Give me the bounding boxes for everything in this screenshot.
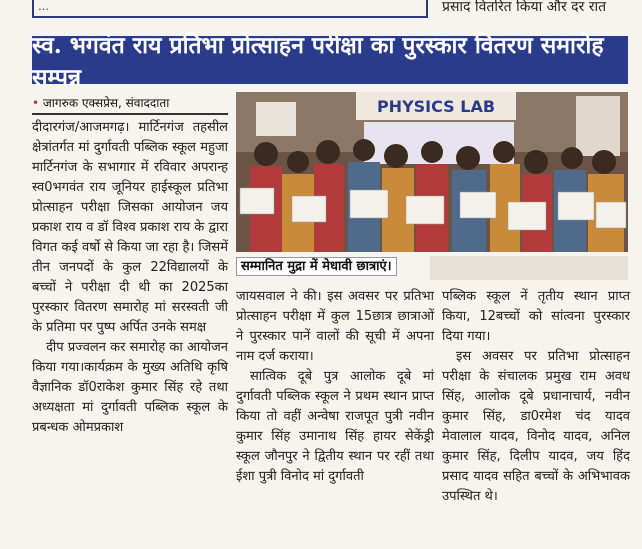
previous-article-tail: प्रसाद वितरित किया और दर रात — [442, 0, 607, 15]
photo-caption-text: सम्मानित मुद्रा में मेधावी छात्राएं। — [236, 257, 397, 276]
column-3 — [442, 287, 630, 507]
byline-text: जागरुक एक्सप्रेस, संवाददाता — [42, 96, 170, 110]
previous-article-box — [32, 0, 428, 18]
headline: स्व. भगवंत राय प्रतिभा प्रोत्साहन परीक्षा का पुरस्कार वितरण समारोह सम्पन्न — [32, 36, 628, 84]
previous-article-text: … — [38, 0, 49, 13]
photo-banner-text: PHYSICS LAB — [376, 97, 496, 116]
byline-bullet: • — [32, 96, 40, 110]
column-2 — [236, 287, 434, 487]
col3-para-1: पब्लिक स्कूल नें तृतीय स्थान प्राप्त किया, 12बच्चों को सांत्वना पुरस्कार दिया गया। — [442, 289, 630, 344]
col3-para-2: इस अवसर पर प्रतिभा प्रोत्साहन परीक्षा के संचालक प्रमुख राम अवध सिंह, आलोक दूबे प्रधानाचार्य, नवीन कुमार सिंह, डा0रमेश चंद यादव मेवालाल यादव, विनोद यादव, अनिल कुमार सिंह, दिलीप यादव, जय हिंद प्रसाद यादव सहित बच्चों के अभिभावक उपस्थित थे। — [442, 349, 630, 504]
photo-illustration — [236, 92, 628, 252]
col2-para-1: जायसवाल ने की। इस अवसर पर प्रतिभा प्रोत्साहन परीक्षा में कुल 15छात्र छात्राओं ने पुरस्कार पानें वालों की सूची में अपना नाम दर्ज कराया। — [236, 289, 434, 364]
byline-rule — [32, 113, 228, 115]
photo-caption — [236, 256, 628, 282]
column-1 — [32, 118, 228, 438]
col1-para-1: दीदारगंज/आजमगढ़। मार्टिनगंज तहसील क्षेत्रांतर्गत मां दुर्गावती पब्लिक स्कूल महुजा मार्टिनगंज के सभागार में रविवार अपरान्ह स्व0भगवंत राय जूनियर हाईस्कूल प्रतिभा प्रोत्साहन परीक्षा जिसका आयोजन जय प्रकाश राय व डॉ विश्व प्रकाश राय के द्वारा विगत कई वर्षो से किया जा रहा है। जिसमें तीन जनपदों के कुल 22विद्यालयों के बच्चों ने परीक्षा दी थी का 2025का पुरस्कार वितरण समारोह मां सरस्वती जी के प्रतिमा पर पुष्प अर्पित उनके समक्ष — [32, 120, 228, 335]
col2-para-2: सात्विक दूबे पुत्र आलोक दूबे मां दुर्गावती पब्लिक स्कूल ने प्रथम स्थान प्राप्त किया तो वहीं अन्वेषा राजपूत पुत्री नवीन कुमार सिंह उमानाथ सिंह हायर सेकेंड्री स्कूल जौनपुर ने द्वितीय स्थान पर रहीं तथा ईशा पुत्री विनोद मां दुर्गावती — [236, 369, 434, 484]
col1-para-2: दीप प्रज्वलन कर समारोह का आयोजन किया गया।कार्यक्रम के मुख्य अतिथि कृषि वैज्ञानिक डॉ0राकेश कुमार सिंह रहे तथा अध्यक्षता मां दुर्गावती पब्लिक स्कूल के प्रबन्धक ओमप्रकाश — [32, 340, 228, 435]
award-ceremony-photo — [236, 92, 628, 252]
byline — [32, 94, 169, 111]
previous-article-strip — [0, 0, 642, 30]
